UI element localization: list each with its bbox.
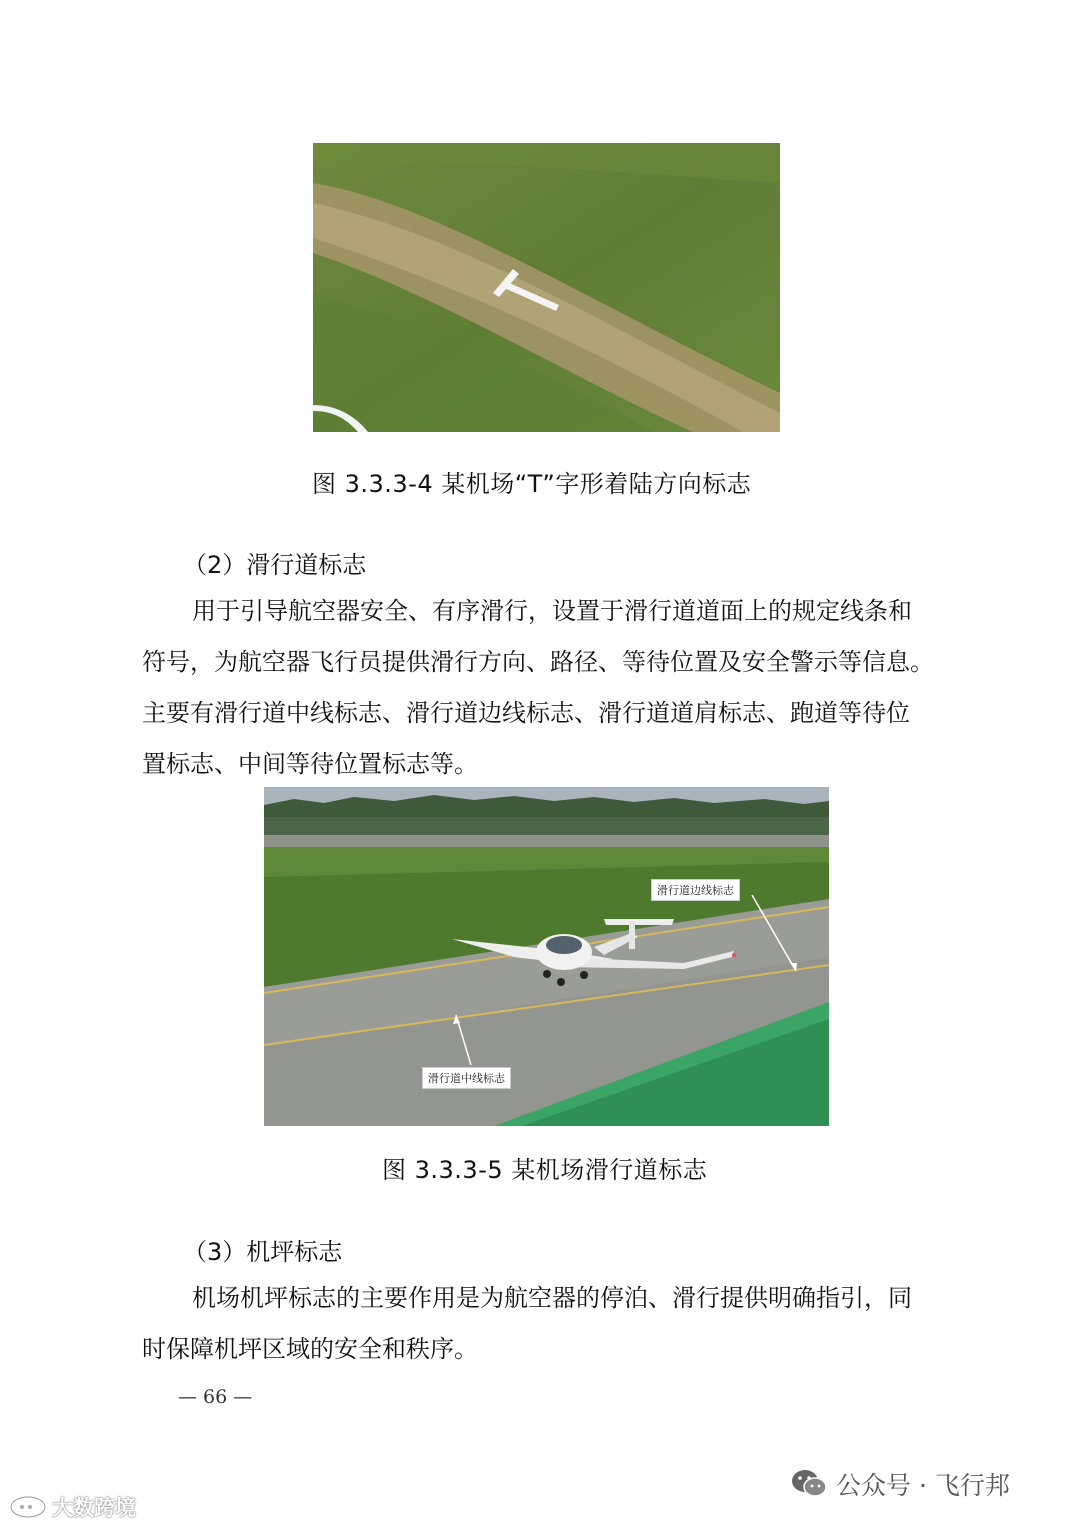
chat-bubble-icon — [8, 1494, 48, 1520]
t-marker-aerial-image — [313, 143, 780, 432]
section3-paragraph — [142, 1273, 954, 1375]
paragraph-line: 置标志、中间等待位置标志等。 — [142, 750, 478, 778]
watermark-wechat — [790, 1466, 1010, 1502]
page-number: — 66 — — [178, 1386, 253, 1408]
figure-t-marker-photo — [313, 143, 780, 432]
edge-line-label: 滑行道边线标志 — [651, 879, 740, 901]
paragraph-line: 符号，为航空器飞行员提供滑行方向、路径、等待位置及安全警示等信息。 — [142, 648, 934, 676]
section3-heading: （3）机坪标志 — [183, 1238, 343, 1266]
paragraph-line: 用于引导航空器安全、有序滑行，设置于滑行道道面上的规定线条和 — [192, 597, 912, 625]
wechat-icon — [790, 1468, 828, 1500]
taxiway-image — [264, 787, 829, 1126]
centre-line-label: 滑行道中线标志 — [422, 1067, 511, 1089]
paragraph-line: 机场机坪标志的主要作用是为航空器的停泊、滑行提供明确指引，同 — [192, 1284, 912, 1312]
figure-taxiway-photo — [264, 787, 829, 1126]
watermark-left — [8, 1492, 136, 1522]
paragraph-line: 时保障机坪区域的安全和秩序。 — [142, 1335, 478, 1363]
figure1-caption: 图 3.3.3-4 某机场“T”字形着陆方向标志 — [312, 470, 752, 498]
watermark-left-text: 大数跨境 — [52, 1496, 136, 1520]
paragraph-line: 主要有滑行道中线标志、滑行道边线标志、滑行道道肩标志、跑道等待位 — [142, 699, 910, 727]
figure2-caption: 图 3.3.3-5 某机场滑行道标志 — [382, 1156, 708, 1184]
section2-paragraph — [142, 586, 954, 790]
watermark-text: 公众号 · 飞行邦 — [836, 1471, 1010, 1500]
section2-heading: （2）滑行道标志 — [183, 551, 367, 579]
